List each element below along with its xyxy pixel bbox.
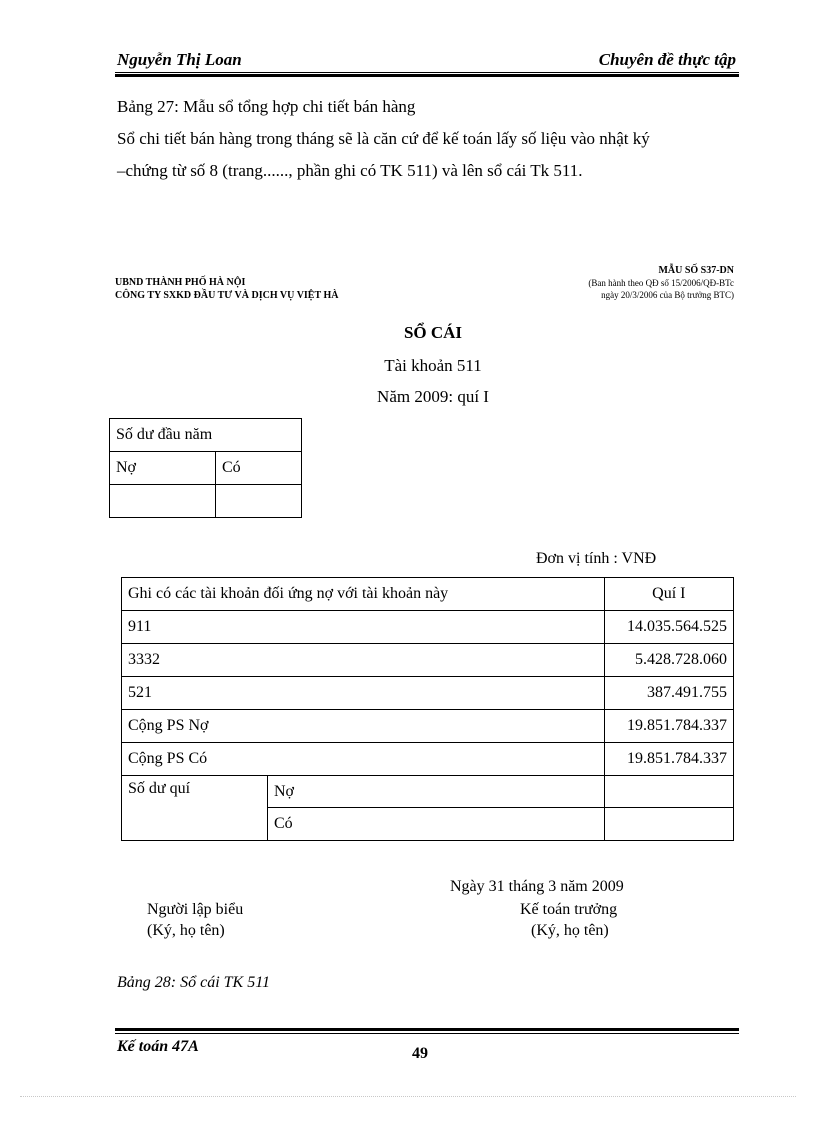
header-rule-thin — [115, 72, 739, 73]
footer-rule-thin — [115, 1033, 739, 1034]
header-rule-thick — [115, 74, 739, 77]
ledger-col-desc: Ghi có các tài khoản đối ứng nợ với tài khoản này — [122, 578, 605, 611]
account-title: Tài khoản 511 — [384, 356, 482, 375]
ledger-col-period: Quí I — [604, 578, 733, 611]
row-value: 19.851.784.337 — [604, 710, 733, 743]
opening-debit-value — [110, 485, 216, 518]
form-note-2: ngày 20/3/2006 của Bộ trưởng BTC) — [601, 290, 734, 300]
table-row — [122, 677, 734, 710]
org-line-1: UBND THÀNH PHỐ HÀ NỘI — [115, 277, 246, 288]
intro-line-2: Sổ chi tiết bán hàng trong tháng sẽ là căn cứ để kế toán lấy số liệu vào nhật ký — [117, 129, 650, 148]
table-row — [122, 743, 734, 776]
row-value: 14.035.564.525 — [604, 611, 733, 644]
opening-credit-value — [216, 485, 302, 518]
table-row — [122, 611, 734, 644]
page-edge-divider — [20, 1096, 796, 1097]
row-label: Cộng PS Nợ — [122, 710, 605, 743]
ledger-table — [121, 577, 734, 841]
opening-credit-header: Có — [216, 452, 302, 485]
preparer-title: Người lập biểu — [147, 901, 244, 918]
table-row — [122, 710, 734, 743]
page-title: SỔ CÁI — [403, 323, 463, 342]
row-value: 5.428.728.060 — [604, 644, 733, 677]
preparer-sign: (Ký, họ tên) — [147, 922, 225, 939]
balance-credit-label: Có — [268, 808, 605, 841]
balance-credit-value — [604, 808, 733, 841]
table-row — [122, 644, 734, 677]
row-value: 387.491.755 — [604, 677, 733, 710]
intro-line-1: Bảng 27: Mẫu sổ tổng hợp chi tiết bán hàng — [117, 97, 416, 116]
row-label: 521 — [122, 677, 605, 710]
footer-class: Kế toán 47A — [117, 1038, 199, 1055]
header-author: Nguyễn Thị Loan — [117, 50, 242, 69]
signature-date: Ngày 31 tháng 3 năm 2009 — [450, 878, 624, 895]
opening-balance-label: Số dư đầu năm — [110, 419, 302, 452]
opening-debit-header: Nợ — [110, 452, 216, 485]
balance-label: Số dư quí — [122, 776, 268, 841]
row-label: 911 — [122, 611, 605, 644]
form-code: MẪU SỐ S37-DN — [658, 265, 734, 276]
header-topic: Chuyên đề thực tập — [598, 50, 736, 69]
accountant-title: Kế toán trưởng — [520, 901, 618, 918]
page-number: 49 — [412, 1045, 428, 1062]
row-label: 3332 — [122, 644, 605, 677]
opening-balance-table — [109, 418, 302, 518]
table-caption: Bảng 28: Sổ cái TK 511 — [117, 974, 271, 991]
period-title: Năm 2009: quí I — [377, 387, 489, 406]
unit-label: Đơn vị tính : VNĐ — [536, 550, 657, 567]
intro-line-3: –chứng từ số 8 (trang......, phần ghi có TK 511) và lên sổ cái Tk 511. — [117, 161, 583, 180]
footer-rule-thick — [115, 1028, 739, 1031]
accountant-sign: (Ký, họ tên) — [531, 922, 609, 939]
form-note-1: (Ban hành theo QĐ số 15/2006/QĐ-BTc — [588, 278, 734, 288]
balance-debit-value — [604, 776, 733, 808]
row-label: Cộng PS Có — [122, 743, 605, 776]
org-line-2: CÔNG TY SXKD ĐẦU TƯ VÀ DỊCH VỤ VIỆT HÀ — [115, 290, 339, 301]
balance-debit-label: Nợ — [268, 776, 605, 808]
row-value: 19.851.784.337 — [604, 743, 733, 776]
